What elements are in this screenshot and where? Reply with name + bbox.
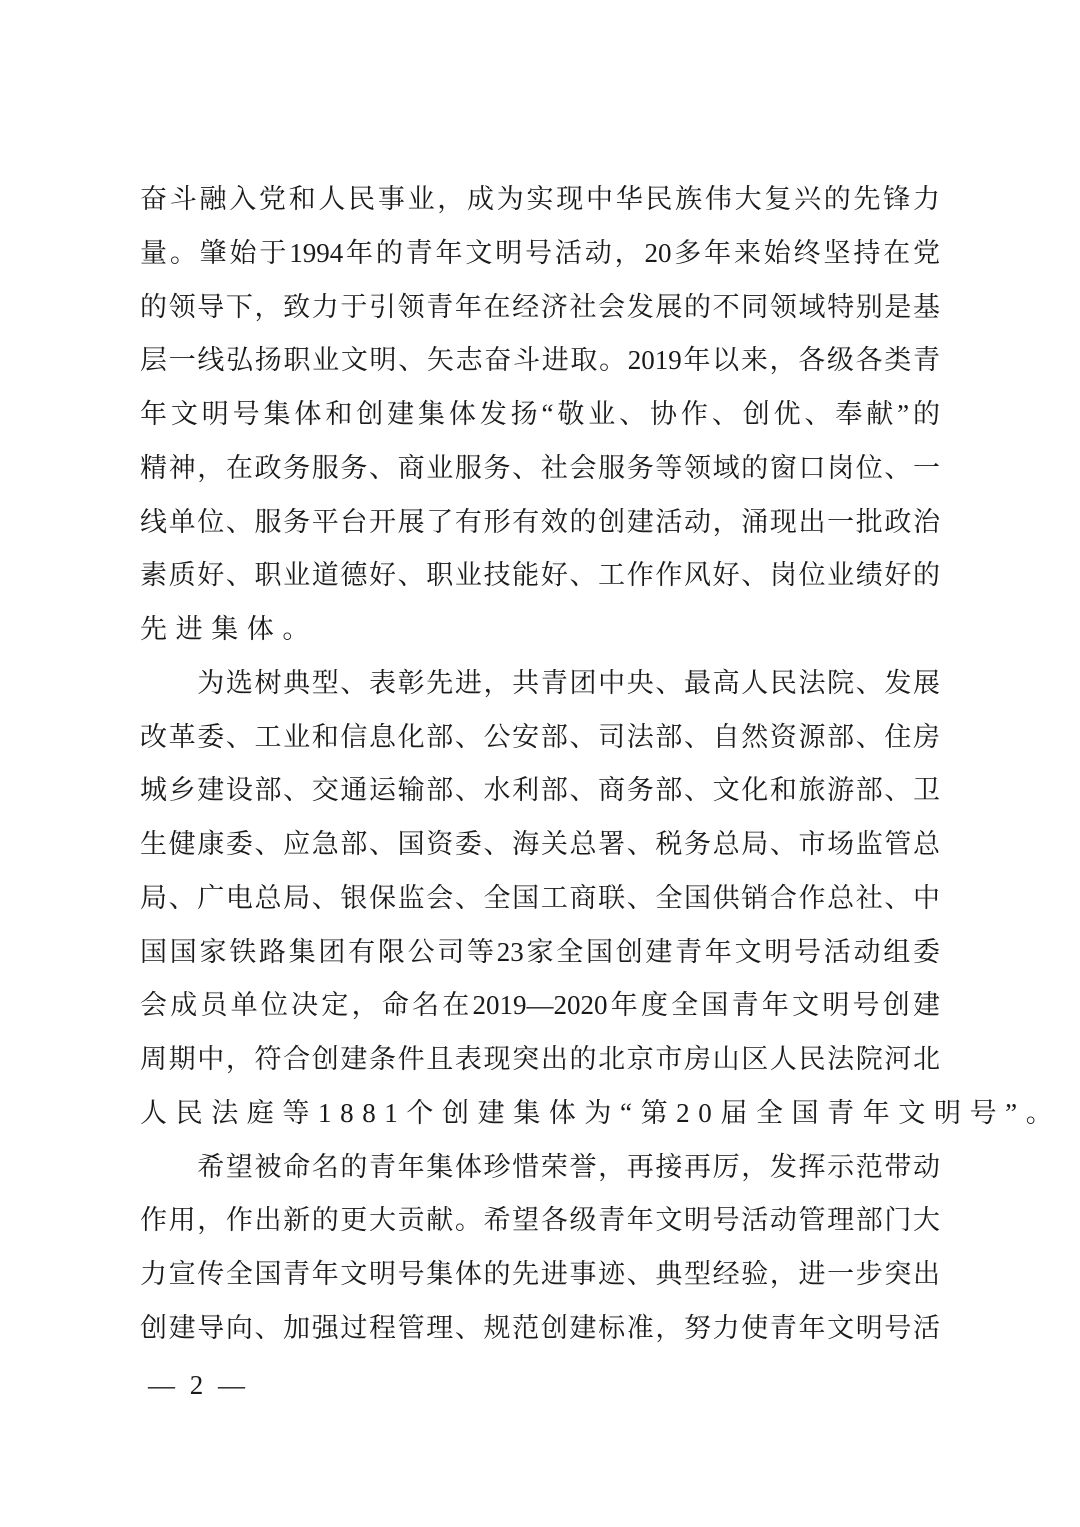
text-line: 作用，作出新的更大贡献。希望各级青年文明号活动管理部门大 — [140, 1205, 940, 1236]
text-line: 为选树典型、表彰先进，共青团中央、最高人民法院、发展 — [140, 667, 940, 698]
text-line: 素质好、职业道德好、职业技能好、工作作风好、岗位业绩好的 — [140, 560, 940, 591]
text-line: 人民法庭等1881个创建集体为“第20届全国青年文明号”。 — [140, 1097, 1062, 1128]
text-line: 年文明号集体和创建集体发扬“敬业、协作、创优、奉献”的 — [140, 399, 940, 429]
text-line: 的领导下，致力于引领青年在经济社会发展的不同领域特别是基 — [140, 291, 940, 322]
text-line: 创建导向、加强过程管理、规范创建标准，努力使青年文明号活 — [140, 1312, 940, 1343]
text-line: 精神，在政务服务、商业服务、社会服务等领域的窗口岗位、一 — [140, 452, 940, 483]
text-line: 层一线弘扬职业文明、矢志奋斗进取。2019年以来，各级各类青 — [140, 345, 940, 376]
text-line: 国国家铁路集团有限公司等23家全国创建青年文明号活动组委 — [140, 936, 940, 967]
document-body — [140, 173, 1062, 1356]
text-line: 奋斗融入党和人民事业，成为实现中华民族伟大复兴的先锋力 — [140, 184, 940, 214]
text-line: 量。肇始于1994年的青年文明号活动，20多年来始终坚持在党 — [140, 237, 940, 268]
text-line: 改革委、工业和信息化部、公安部、司法部、自然资源部、住房 — [140, 721, 940, 752]
paragraph-1 — [140, 173, 940, 657]
text-line: 力宣传全国青年文明号集体的先进事迹、典型经验，进一步突出 — [140, 1259, 940, 1289]
text-line: 希望被命名的青年集体珍惜荣誉，再接再厉，发挥示范带动 — [140, 1151, 940, 1182]
text-line: 会成员单位决定，命名在2019—2020年度全国青年文明号创建 — [140, 990, 940, 1021]
paragraph-2 — [140, 657, 1062, 1141]
text-line: 城乡建设部、交通运输部、水利部、商务部、文化和旅游部、卫 — [140, 775, 940, 806]
text-line: 线单位、服务平台开展了有形有效的创建活动，涌现出一批政治 — [140, 506, 940, 537]
paragraph-3 — [140, 1141, 940, 1356]
page-number: — 2 — — [148, 1370, 249, 1400]
text-line: 局、广电总局、银保监会、全国工商联、全国供销合作总社、中 — [140, 882, 940, 913]
text-line: 先进集体。 — [140, 614, 318, 644]
text-line: 生健康委、应急部、国资委、海关总署、税务总局、市场监管总 — [140, 829, 940, 859]
text-line: 周期中，符合创建条件且表现突出的北京市房山区人民法院河北 — [140, 1044, 940, 1074]
